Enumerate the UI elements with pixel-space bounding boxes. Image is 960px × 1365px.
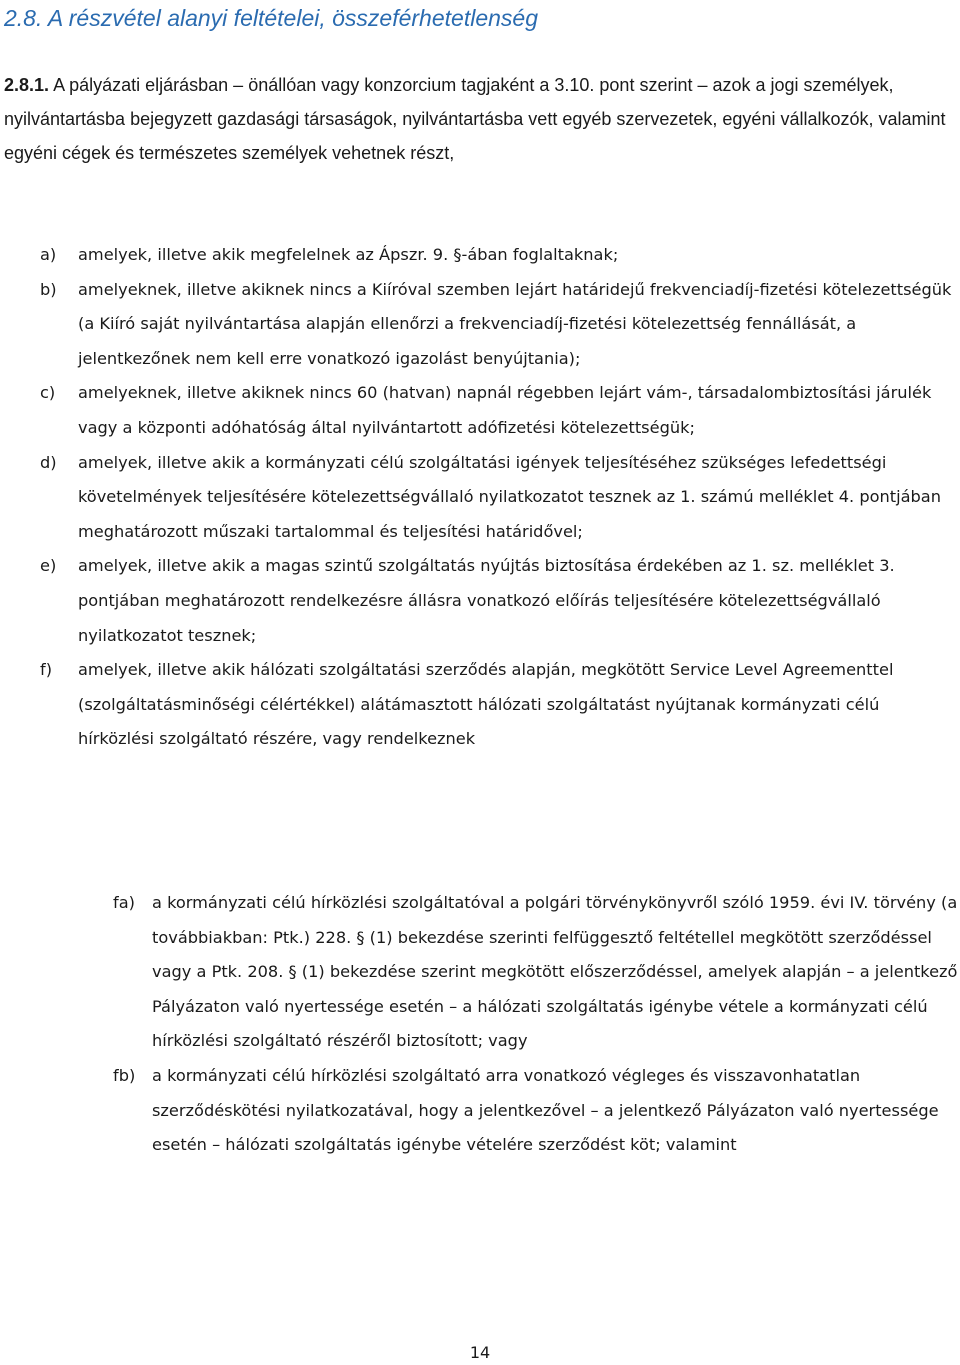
- paragraph-number: 2.8.1.: [4, 75, 50, 95]
- list-item: [113, 886, 959, 1059]
- list-item: [40, 273, 956, 377]
- intro-paragraph: [4, 68, 954, 170]
- section-heading: 2.8. A részvétel alanyi feltételei, összeférhetetlenség: [4, 5, 538, 31]
- item-text: a kormányzati célú hírközlési szolgáltatóval a polgári törvénykönyvről szóló 1959. évi IV. törvény (a továbbiakban: Ptk.) 228. § (1) bekezdése szerinti felfüggesztő feltétellel megkötött szerződéssel vagy a Ptk. 208. § (1) bekezdése szerint megkötött előszerződéssel, amelyek alapján – a jelentkező Pályázaton való nyertessége esetén – a hálózati szolgáltatás igénybe vétele a kormányzati célú hírközlési szolgáltató részéről biztosított; vagy: [152, 893, 958, 1051]
- list-item: [40, 653, 956, 757]
- item-text: amelyeknek, illetve akiknek nincs a Kiíróval szemben lejárt határidejű frekvenciadíj-fizetési kötelezettségük (a Kiíró saját nyilvántartása alapján ellenőrzi a frekvenciadíj-fizetési kötelezettség fennállását, a jelentkezőnek nem kell erre vonatkozó igazolást benyújtania);: [78, 279, 952, 368]
- page-number: 14: [469, 1343, 491, 1362]
- item-label: c): [40, 383, 56, 403]
- item-text: amelyek, illetve akik a magas szintű szolgáltatás nyújtás biztosítása érdekében az 1. sz. melléklet 3. pontjában meghatározott rendelkezésre állásra vonatkozó előírás teljesítésére kötelezettségvállaló nyilatkozatot tesznek;: [78, 556, 895, 645]
- conditions-list: [40, 238, 956, 757]
- item-label: d): [40, 452, 57, 472]
- item-label: fa): [113, 893, 135, 912]
- list-item: [40, 549, 956, 653]
- item-label: fb): [113, 1065, 136, 1085]
- item-text: amelyek, illetve akik a kormányzati célú szolgáltatási igények teljesítéséhez szükséges lefedettségi követelmények teljesítésére kötelezettségvállaló nyilatkozatot tesznek az 1. számú melléklet 4. pontjában meghatározott műszaki tartalommal és teljesítési határidővel;: [78, 452, 941, 541]
- item-text: amelyeknek, illetve akiknek nincs 60 (hatvan) napnál régebben lejárt vám-, társadalombiztosítási járulék vagy a központi adóhatóság által nyilvántartott adófizetési kötelezettségük;: [78, 383, 932, 437]
- item-label: f): [40, 660, 53, 680]
- list-item: [40, 238, 956, 273]
- item-text: a kormányzati célú hírközlési szolgáltató arra vonatkozó végleges és visszavonhatatlan szerződéskötési nyilatkozatával, hogy a jelentkezővel – a jelentkező Pályázaton való nyertessége esetén – hálózati szolgáltatás igénybe vételére szerződést köt; valamint: [152, 1065, 939, 1155]
- item-label: b): [40, 279, 57, 299]
- list-item: [40, 376, 956, 445]
- item-text: amelyek, illetve akik hálózati szolgáltatási szerződés alapján, megkötött Service Level Agreementtel (szolgáltatásminőségi célértékkel) alátámasztott hálózati szolgáltatást nyújtanak kormányzati célú hírközlési szolgáltató részére, vagy rendelkeznek: [78, 660, 894, 749]
- item-label: a): [40, 245, 57, 264]
- list-item: [113, 1059, 959, 1163]
- item-text: amelyek, illetve akik megfelelnek az Ápszr. 9. §-ában foglaltaknak;: [78, 245, 619, 264]
- list-item: [40, 446, 956, 550]
- item-label: e): [40, 556, 57, 576]
- subconditions-list: [113, 886, 959, 1163]
- intro-text: A pályázati eljárásban – önállóan vagy konzorcium tagjaként a 3.10. pont szerint – azok a jogi személyek, nyilvántartásba bejegyzett gazdasági társaságok, nyilvántartásba vett egyéb szervezetek, egyéni vállalkozók, valamint egyéni cégek és természetes személyek vehetnek részt,: [4, 75, 946, 163]
